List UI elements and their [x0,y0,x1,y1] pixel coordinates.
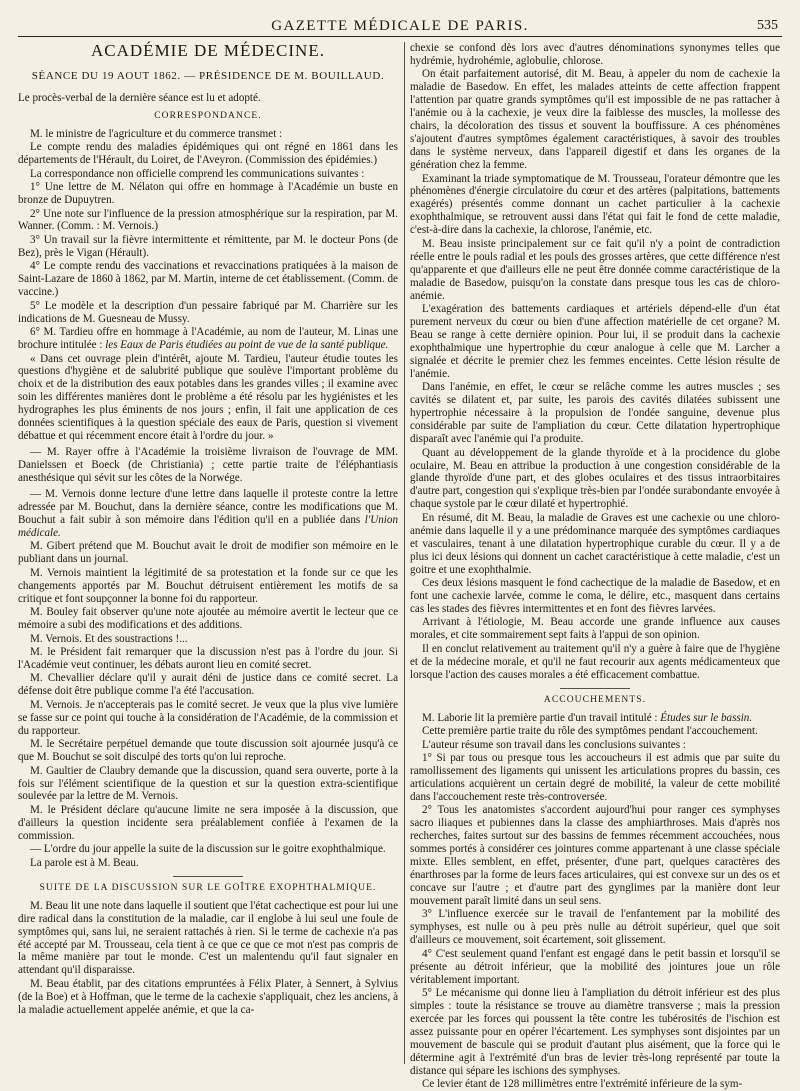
paragraph: — M. Rayer offre à l'Académie la troisième livraison de l'ouvrage de MM. Danielssen et Boeck (de Christiania) ; cette partie traite de l'éléphantiasis anesthésique qui sévit sur les côtes de la Norwége. [18,446,398,485]
vernois-text: — M. Vernois donne lecture d'une lettre dans laquelle il proteste contre la lettre adressée par M. Bouchut, dans la dernière séance, contre les modifications que M. Bouchut a fait subir à son mémoire dans l'édition qu'il en a publiée dans [18,488,398,526]
paragraph: 4° C'est seulement quand l'enfant est engagé dans le petit bassin et lorsqu'il se présente au détroit inférieur, que la mobilité des jointures joue un rôle véritablement important. [410,947,780,986]
paragraph [18,488,398,540]
debate-paragraph: M. le Secrétaire perpétuel demande que toute discussion soit ajournée jusqu'à ce que M. Bouchut se soit disculpé des torts qu'on lui reproche. [18,738,398,764]
paragraph: L'auteur résume son travail dans les conclusions suivantes : [422,738,686,751]
debate-paragraph: M. le Président fait remarquer que la discussion n'est pas à l'ordre du jour. Si l'Académie veut continuer, les débats auront lieu en comité secret. [18,645,398,671]
paragraph [410,712,780,725]
paragraph: M. Beau lit une note dans laquelle il soutient que l'état cachectique est pour lui une dire radical dans la constitution de la maladie, car il englobe à lui seul une foule de symptômes qui, sans lui, ne seraient rattachés à rien. Si le terme de cachexie n'a pas été accepté par M. Trousseau, cela tient à ce que ce que ce mot n'est pas compris de la même manière par tout le monde. C'est un malentendu qu'il faut signaler en attendant qu'il disparaisse. [18,899,398,977]
session-line: SÉANCE DU 19 AOUT 1862. — PRÉSIDENCE DE M. BOUILLAUD. [31,69,385,82]
debate-paragraph: M. Vernois. Je n'accepterais pas le comité secret. Je veux que la plus vive lumière se fasse sur ce point qui touche à la considération de l'Académie, de la commission et du rapporteur. [18,698,398,737]
debate-paragraph: M. Bouley fait observer qu'une note ajoutée au mémoire avertit le lecteur que ce mémoire a subi des modifications et des additions. [18,606,398,632]
paragraph: Arrivant à l'étiologie, M. Beau accorde une grande influence aux causes morales, et cite sommairement sept faits à l'appui de son opinion. [410,616,780,642]
paragraph: Quant au développement de la glande thyroïde et à la procidence du globe oculaire, M. Beau en attribue la production à une congestion considérable de la glande thyroïde d'une part, et des globes oculaires et des tissus intraorbitaires d'autre part, congestion qui s'explique très-bien par l'ondée surabondante envoyée à chaque systole par le cœur dilaté et hypertrophié. [410,446,780,511]
paragraph: 4° Le compte rendu des vaccinations et revaccinations pratiquées à la maison de Saint-Lazare de 1860 à 1862, par M. Martin, interne de cet établissement. (Comm. de vaccine.) [18,260,398,299]
journal-title: GAZETTE MÉDICALE DE PARIS. [271,18,529,34]
paragraph: M. le ministre de l'agriculture et du commerce transmet : [30,127,283,140]
paragraph: La correspondance non officielle comprend les communications suivantes : [30,167,365,180]
paragraph: Le compte rendu des maladies épidémiques qui ont régné en 1861 dans les départements de l'Hérault, du Loiret, de l'Aveyron. (Commission des épidémies.) [18,141,398,167]
paragraph: Il en conclut relativement au traitement qu'il n'y a guère à faire que de l'hygiène et de la médecine morale, et qu'il ne faut recourir aux agents médicamenteux que lorsque l'action des causes morales a été efficacement combattue. [410,642,780,681]
paragraph: Ces deux lésions masquent le fond cachectique de la maladie de Basedow, et en font une cachexie larvée, comme le coma, le délire, etc., masquent dans certains cas les stades des fièvres intermittentes et en font des fièvres larvées. [410,577,780,615]
accouchements-heading: ACCOUCHEMENTS. [543,694,647,705]
right-column [410,42,780,1091]
tardieu-text: 6° M. Tardieu offre en hommage à l'Académie, au nom de l'auteur, M. Linas une brochure intitulée : [18,326,398,352]
paragraph: Examinant la triade symptomatique de M. Trousseau, l'orateur démontre que les phénomènes d'énergie circulatoire du cœur et des artères (palpitations, battements exagérés) présentés comme donnant un cachet particulier à la cachexie exophthalmique, se retrouvent aussi dans l'état qui fait le fond de cette maladie, c'est-à-dire dans la cachexie, la chlorose, l'anémie, etc. [410,172,780,237]
paragraph: 2° Tous les anatomistes s'accordent aujourd'hui pour ranger ces symphyses sacro iliaques et pubiennes dans la classe des amphiarthroses. Mais d'après nos recherches, faites surtout sur des bassins de femmes récemment accouchées, nous sommes portés à considérer ces jointures comme appartenant à une classe spéciale mixte. Elles semblent, en effet, présenter, d'une part, quelques caractères des énarthroses par la forme de leurs faces articulaires, qui est convexe sur un des os et concave sur l'autre ; et d'autre part des gynglimes par la manière dont leur mouvement paraît limité dans un seul sens. [410,804,780,907]
paragraph: 3° L'influence exercée sur le travail de l'enfantement par la mobilité des symphyses, est nulle ou à peu près nulle au détroit supérieur, quel que soit d'ailleurs ce mouvement, soit écartement, soit glissement. [410,908,780,947]
debate-paragraph: M. Vernois. Et des soustractions !... [30,632,188,645]
paragraph: 5° Le mécanisme qui donne lieu à l'ampliation du détroit inférieur est des plus simples : toute la résistance se trouve au diamètre transverse ; mais la pression exercée par les forces qui poussent la tête contre les tubérosités de l'ischion est assez puissante pour en opérer l'écartement. Les symphyses sont disjointes par un mouvement de bascule qui se produit d'autant plus aisément, que la force qui le détermine agit à l'extrémité d'un bras de levier très-long représenté par toute la distance qui sépare les ischions des symphyses. [410,987,780,1077]
paragraph: 2° Une note sur l'influence de la pression atmosphérique sur la respiration, par M. Wanner. (Comm. : M. Vernois.) [18,207,398,233]
correspondance-heading: CORRESPONDANCE. [154,110,262,121]
paragraph: M. Beau établit, par des citations empruntées à Félix Plater, à Sennert, à Sylvius (de la Boe) et à Hoffman, que le terme de la cachexie s'appliquait, chez les anciens, à la maladie actuellement appelée anémie, et que la ca- [18,977,398,1016]
paragraph: En résumé, dit M. Beau, la maladie de Graves est une cachexie ou une chloro-anémie dans laquelle il y a une prédominance marquée des symptômes cardiaques et vasculaires, tenant à une dilatation hypertrophique curable du cœur. Il y a de plus ici deux lésions qui donnent un cachet caractéristique à cette maladie, c'est un goitre et une exophthalmie. [410,511,780,576]
paragraph [18,326,398,352]
column-divider [404,42,405,1064]
paragraph: Dans l'anémie, en effet, le cœur se relâche comme les autres muscles ; ses cavités se dilatent et, par suite, les parois des cavités dilatées subissent une hypertrophie nécessaire à la propulsion de l'ondée sanguine, devenue plus considérable par suite de l'ampliation du cœur. Cette dilatation hypertrophique disparaît avec l'anémie qui l'a produite. [410,381,780,446]
left-column [18,42,398,1064]
page-number: 535 [757,18,778,33]
journal-name: l'Union médicale. [18,513,398,539]
paragraph: 1° Une lettre de M. Nélaton qui offre en hommage à l'Académie un buste en bronze de Dupuytren. [18,181,398,207]
quote-paragraph: « Dans cet ouvrage plein d'intérêt, ajoute M. Tardieu, l'auteur étudie toutes les questions d'hygiène et de salubrité publique que soulève l'important problème du choix et de la distribution des eaux potables dans les grandes villes ; il examine avec soin les différentes manières dont le problème a été résolu par les hygiénistes et les hydrographes les plus éminents de nos jours ; enfin, il fait une application de ces données scientifiques à la question spéciale des eaux de Paris, question si vivement débattue et qui récemment encore était à l'ordre du jour. » [18,352,398,443]
debate-paragraph: M. Chevallier déclare qu'il y aurait déni de justice dans ce comité secret. La défense doit être publique comme l'a été l'accusation. [18,672,398,698]
section-title: ACADÉMIE DE MÉDECINE. [91,41,325,60]
paragraph: L'exagération des battements cardiaques et artériels dépend-elle d'un état purement nerveux du cœur ou bien d'une affection matérielle de cet organe? M. Beau se range à cette dernière opinion. Pour lui, il se produit dans la cachexie exophthalmique une hypertrophie du cœur analogue à celle que M. Larcher a signalée et décrite le premier chez les femmes enceintes. Cette lésion résulte de l'anémie. [410,303,780,380]
debate-paragraph: — L'ordre du jour appelle la suite de la discussion sur le goitre exophthalmique. [30,843,386,856]
book-title: les Eaux de Paris étudiées au point de vue de la santé publique. [105,339,389,352]
paragraph: On était parfaitement autorisé, dit M. Beau, à appeler du nom de cachexie la maladie de Basedow. En effet, les malades atteints de cette affection frappent l'attention par quatre grands symptômes qu'il est impossible de ne pas rattacher à l'anémie ou à la cachexie, je veux dire la faiblesse des muscles, la mollesse des chairs, la décoloration des tissus et souvent la bouffissure. A ces phénomènes s'ajoutent d'autres symptômes également caractéristiques, à savoir des troubles dans le système nerveux, dans l'appareil digestif et dans les organes de la génération chez la femme. [410,68,780,172]
debate-paragraph: M. Vernois maintient la légitimité de sa protestation et la fonde sur ce que les changements apportés par M. Bouchut détruisent entièrement les motifs de sa critique et font soupçonner la bonne foi du rapporteur. [18,566,398,605]
debate-paragraph: M. Gibert prétend que M. Bouchut avait le droit de modifier son mémoire en le publiant dans un journal. [18,540,398,566]
minutes-line: Le procès-verbal de la dernière séance est lu et adopté. [18,91,261,104]
laborie-text: M. Laborie lit la première partie d'un travail intitulé : [422,711,661,724]
paragraph: 1° Si par tous ou presque tous les accoucheurs il est admis que par suite du ramollissement des ligaments qui unissent les articulations propres du bassin, ces articulations acquièrent un certain degré de mobilité, la valeur de cette mobilité dans l'accouchement reste très-controversée. [410,752,780,803]
paragraph: chexie se confond dès lors avec d'autres dénominations synonymes telles que hydrémie, hydrohémie, aglobulie, chlorose. [410,42,780,67]
paragraph: 3° Un travail sur la fièvre intermittente et rémittente, par M. le docteur Pons (de Bez), près le Vigan (Hérault). [18,233,398,259]
paragraph: 5° Le modèle et la description d'un pessaire fabriqué par M. Charrière sur les indications de M. Guesneau de Mussy. [18,299,398,325]
paragraph: M. Beau insiste principalement sur ce fait qu'il n'y a point de contradiction réelle entre le pouls radial et les pouls des grosses artères, que cette différence n'est qu'apparente et que d'ailleurs elle ne peut être donnée comme caractéristique de la maladie de Basedow, puisqu'on la constate dans presque tous les cas de chloro-anémie. [410,237,780,302]
rule [173,876,243,877]
debate-paragraph: M. le Président déclare qu'aucune limite ne sera imposée à la discussion, que d'ailleurs la question incidente sera préalablement confiée à l'examen de la commission. [18,803,398,842]
goitre-heading: SUITE DE LA DISCUSSION SUR LE GOÎTRE EXOPHTHALMIQUE. [39,882,377,893]
running-header [18,6,782,37]
paragraph: Ce levier étant de 128 millimètres entre l'extrémité inférieure de la sym- [422,1078,743,1091]
work-title: Études sur le bassin. [660,711,753,724]
debate-paragraph: M. Gaultier de Claubry demande que la discussion, quand sera ouverte, porte à la fois sur l'élément scientifique de la question et sur la question extra-scientifique soulevée par la lettre de M. Vernois. [18,764,398,803]
debate-paragraph: La parole est à M. Beau. [30,856,139,869]
paragraph: Cette première partie traite du rôle des symptômes pendant l'accouchement. [422,725,758,738]
rule [560,688,630,689]
